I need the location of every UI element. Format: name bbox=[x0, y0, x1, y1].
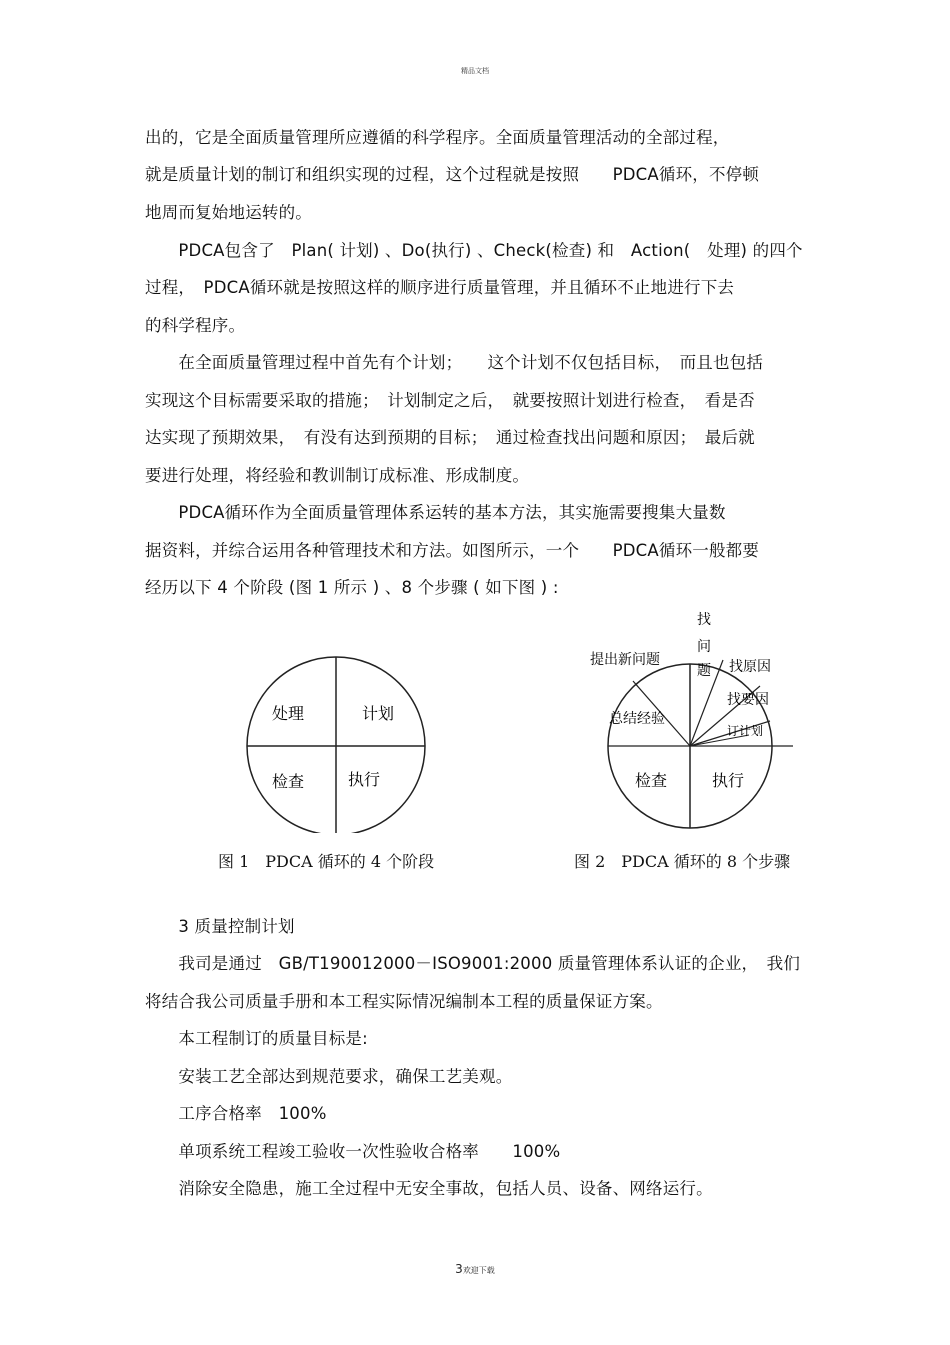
step-label: 订计划 bbox=[727, 724, 764, 738]
paragraph-line: PDCA循环作为全面质量管理体系运转的基本方法，其实施需要搜集大量数 bbox=[145, 503, 726, 522]
paragraph-line: 经历以下 4 个阶段 (图 1 所示 ) 、8 个步骤 ( 如下图 ) : bbox=[145, 578, 559, 597]
paragraph-line: 就是质量计划的制订和组织实现的过程，这个过程就是按照 PDCA循环，不停顿 bbox=[145, 165, 760, 184]
pdca-8-step-diagram bbox=[585, 605, 800, 840]
quadrant-plan: 计划 bbox=[362, 704, 395, 723]
paragraph-line: 单项系统工程竣工验收一次性验收合格率 100% bbox=[145, 1142, 561, 1161]
paragraph-line: 实现这个目标需要采取的措施； 计划制定之后， 就要按照计划进行检查， 看是否 bbox=[145, 391, 755, 410]
paragraph-line: 安装工艺全部达到规范要求，确保工艺美观。 bbox=[145, 1067, 513, 1086]
paragraph-line: 工序合格率 100% bbox=[145, 1104, 327, 1123]
step-label: 题 bbox=[697, 663, 711, 679]
paragraph-line: 地周而复始地运转的。 bbox=[145, 203, 312, 222]
paragraph-line: PDCA包含了 Plan( 计划) 、Do(执行) 、Check(检查) 和 Action( 处理) 的四个 bbox=[145, 241, 803, 260]
step-label: 总结经验 bbox=[609, 711, 665, 727]
paragraph-line: 将结合我公司质量手册和本工程实际情况编制本工程的质量保证方案。 bbox=[145, 992, 663, 1011]
step-label: 找要因 bbox=[727, 692, 769, 708]
page-footer bbox=[0, 1262, 950, 1276]
paragraph-line: 要进行处理，将经验和教训制订成标准、形成制度。 bbox=[145, 466, 530, 485]
step-label: 找 bbox=[697, 612, 711, 628]
step-label: 提出新问题 bbox=[590, 652, 660, 668]
paragraph-line: 消除安全隐患，施工全过程中无安全事故，包括人员、设备、网络运行。 bbox=[145, 1179, 713, 1198]
paragraph-line: 出的，它是全面质量管理所应遵循的科学程序。全面质量管理活动的全部过程， bbox=[145, 128, 730, 147]
page-number: 3 bbox=[455, 1262, 463, 1276]
section-heading: 3 质量控制计划 bbox=[145, 917, 295, 936]
pdca-4-stage-diagram bbox=[238, 648, 434, 833]
quadrant-check: 检查 bbox=[272, 772, 305, 791]
step-label: 问 bbox=[697, 639, 711, 655]
paragraph-line: 过程， PDCA循环就是按照这样的顺序进行质量管理，并且循环不止地进行下去 bbox=[145, 278, 735, 297]
footer-text: 欢迎下载 bbox=[462, 1266, 495, 1275]
paragraph-line: 我司是通过 GB/T190012000－ISO9001:2000 质量管理体系认证的企业， 我们 bbox=[145, 954, 801, 973]
paragraph-line: 达实现了预期效果， 有没有达到预期的目标； 通过检查找出问题和原因； 最后就 bbox=[145, 428, 755, 447]
paragraph-line: 据资料，并综合运用各种管理技术和方法。如图所示，一个 PDCA循环一般都要 bbox=[145, 541, 760, 560]
figure2-caption: 图 2 PDCA 循环的 8 个步骤 bbox=[574, 852, 791, 871]
page-header: 精品文档 bbox=[461, 67, 489, 75]
step-label: 找原因 bbox=[729, 659, 771, 675]
figure1-caption: 图 1 PDCA 循环的 4 个阶段 bbox=[218, 852, 435, 871]
paragraph-line: 本工程制订的质量目标是: bbox=[145, 1029, 368, 1048]
paragraph-line: 在全面质量管理过程中首先有个计划； 这个计划不仅包括目标， 而且也包括 bbox=[145, 353, 764, 372]
quadrant-act: 处理 bbox=[272, 704, 305, 723]
paragraph-line: 的科学程序。 bbox=[145, 316, 246, 335]
step-label: 检查 bbox=[635, 771, 668, 790]
quadrant-do: 执行 bbox=[348, 770, 381, 789]
step-label: 执行 bbox=[712, 771, 745, 790]
